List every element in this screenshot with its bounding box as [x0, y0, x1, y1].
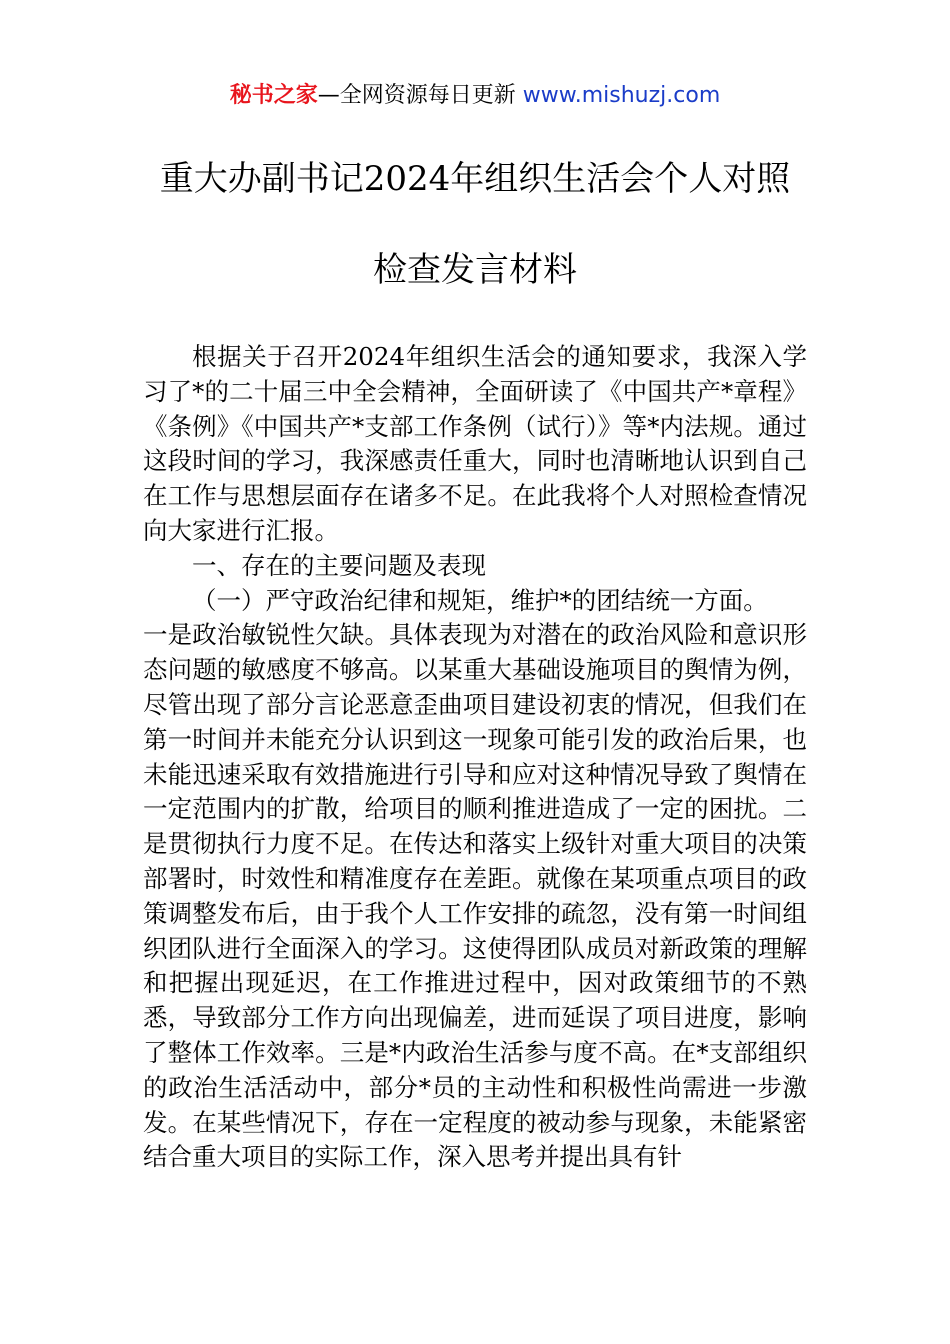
document-body [143, 340, 807, 1175]
site-slogan: —全网资源每日更新 [317, 83, 523, 108]
document-title-line1: 重大办副书记2024年组织生活会个人对照 [159, 159, 791, 199]
document-title-line2: 检查发言材料 [373, 250, 577, 290]
subsection-heading: （一）严守政治纪律和规矩，维护*的团结统一方面。 [192, 585, 768, 615]
site-url-link[interactable]: www.mishuzj.com [522, 83, 721, 108]
body-paragraph: 一是政治敏锐性欠缺。具体表现为对潜在的政治风险和意识形态问题的敏感度不够高。以某重大基础设施项目的舆情为例，尽管出现了部分言论恶意歪曲项目建设初衷的情况，但我们在第一时间并未能充分认识到这一现象可能引发的政治后果，也未能迅速采取有效措施进行引导和应对这种情况导致了舆情在一定范围内的扩散，给项目的顺利推进造成了一定的困扰。二是贯彻执行力度不足。在传达和落实上级针对重大项目的决策部署时，时效性和精准度存在差距。就像在某项重点项目的政策调整发布后，由于我个人工作安排的疏忽，没有第一时间组织团队进行全面深入的学习。这使得团队成员对新政策的理解和把握出现延迟，在工作推进过程中，因对政策细节的不熟悉，导致部分工作方向出现偏差，进而延误了项目进度，影响了整体工作效率。三是*内政治生活参与度不高。在*支部组织的政治生活活动中，部分*员的主动性和积极性尚需进一步激发。在某些情况下，存在一定程度的被动参与现象，未能紧密结合重大项目的实际工作，深入思考并提出具有针 [143, 620, 807, 1172]
site-header [0, 80, 950, 112]
section-heading: 一、存在的主要问题及表现 [192, 550, 486, 580]
site-brand: 秘书之家 [229, 83, 318, 108]
intro-paragraph: 根据关于召开2024年组织生活会的通知要求，我深入学习了*的二十届三中全会精神，全面研读了《中国共产*章程》《条例》《中国共产*支部工作条例（试行）》等*内法规。通过这段时间的学习，我深感责任重大，同时也清晰地认识到自己在工作与思想层面存在诸多不足。在此我将个人对照检查情况向大家进行汇报。 [143, 342, 807, 545]
